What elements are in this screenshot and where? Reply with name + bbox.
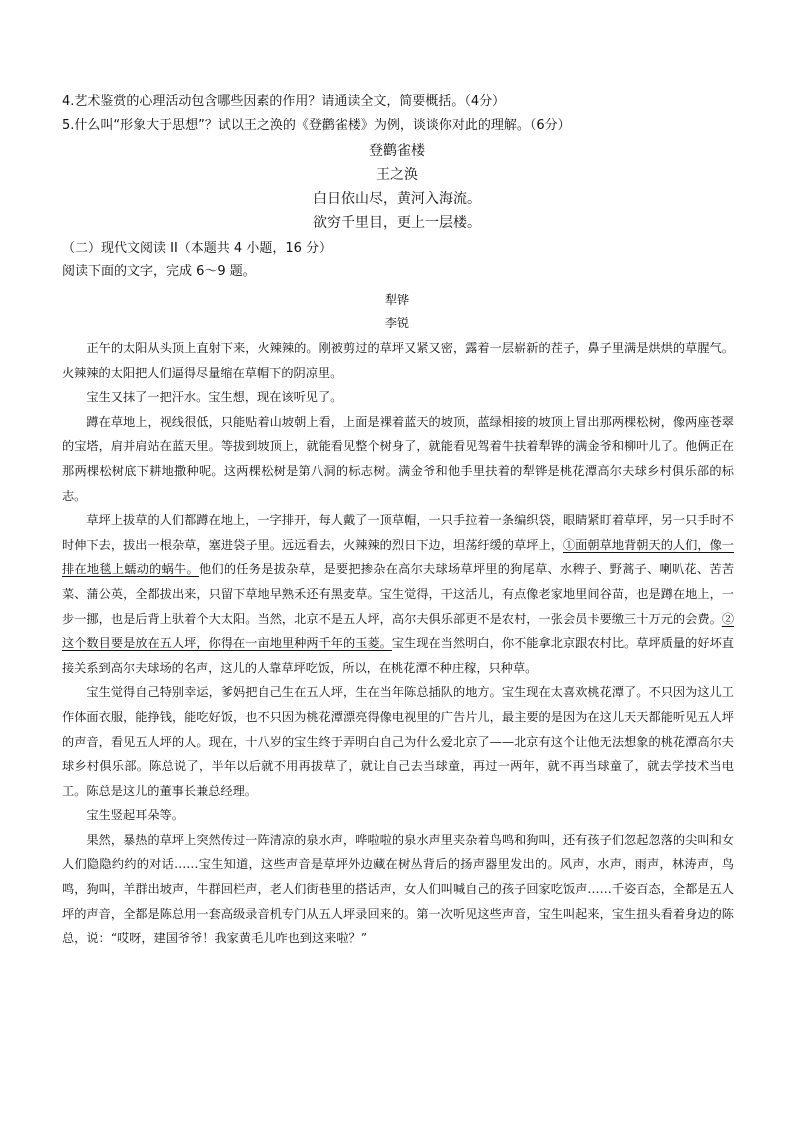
question-5: 5.什么叫“形象大于思想”？试以王之涣的《登鹳雀楼》为例，谈谈你对此的理解。（6分）	[62, 118, 571, 133]
poem-line-1: 白日依山尽，黄河入海流。	[313, 191, 481, 207]
poem-title: 登鹳雀楼	[369, 143, 425, 159]
paragraph-4-part-c: 宝生现在当然明白，你不能拿北京跟农村比。草坪质量的好坏直接关系到高尔夫球场的名声，这儿的人靠草坪吃饭，所以，在桃花潭不种庄稼，只种草。	[62, 636, 734, 675]
underlined-sentence-2: ②这个数目要是放在五人坪，你得在一亩地里种两千年的玉菱。	[62, 611, 734, 651]
section-heading: （二）现代文阅读 II（本题共 4 小题，16 分）	[62, 241, 333, 256]
article-author: 李锐	[384, 316, 409, 330]
paragraph-4-part-a: 草坪上拔草的人们都蹲在地上，一字排开，每人戴了一顶草帽，一只手拉着一条编织袋，眼睛紧盯着草坪，另一只手时不时伸下去，拔出一根杂草，塞进袋子里。远远看去，火辣辣的烈日下边，坦荡纡缓的草坪上，	[62, 513, 734, 552]
paragraph-2: 宝生又抹了一把汗水。宝生想，现在该听见了。	[86, 390, 343, 405]
poem-author: 王之涣	[376, 167, 418, 183]
paragraph-4	[62, 508, 734, 680]
paragraph-3: 蹲在草地上，视线很低，只能贴着山坡朝上看，上面是裸着蓝天的坡顶，蓝绿相接的坡顶上冒出那两棵松树，像两座苍翠的宝塔，肩并肩站在蓝天里。等拔到坡顶上，就能看见整个树身了，就能看见驾着牛扶着犁铧的满金爷和柳叶儿了。他俩正在那两棵松树底下耕地撒种呢。这两棵松树是第八洞的标志树。满金爷和他手里扶着的犁铧是桃花潭高尔夫球乡村俱乐部的标志。	[62, 414, 734, 503]
paragraph-1: 正午的太阳从头顶上直射下来，火辣辣的。刚被剪过的草坪又紧又密，露着一层崭新的茬子，鼻子里满是烘烘的草腥气。火辣辣的太阳把人们逼得尽量缩在草帽下的阴凉里。	[62, 341, 734, 380]
paragraph-5: 宝生觉得自己特别幸运，爹妈把自己生在五人坪，生在当年陈总插队的地方。宝生现在太喜欢桃花潭了。不只因为这儿工作体面衣服，能挣钱，能吃好饭，也不只因为桃花潭漂亮得像电视里的广告片儿，最主要的是因为在这儿天天都能听见五人坪的声音，看见五人坪的人。现在，十八岁的宝生终于弄明白自己为什么爱北京了——北京有这个让他无法想象的桃花潭高尔夫球乡村俱乐部。陈总说了，半年以后就不用再拔草了，就让自己去当球童，再过一两年，就不再当球童了，就去学技术当电工。陈总是这儿的董事长兼总经理。	[62, 685, 734, 798]
question-4: 4.艺术鉴赏的心理活动包含哪些因素的作用？请通读全文，简要概括。（4分）	[62, 94, 506, 109]
paragraph-4-part-b: 他们的任务是拔杂草，是要把掺杂在高尔夫球场草坪里的狗尾草、水稗子、野蒿子、喇叭花、苦苦菜、蒲公英，全都拔出来，只留下草地早熟禾还有黑麦草。宝生觉得，干这活儿，有点像老家地里间谷苗，也是蹲在地上，一步一挪，也是后背上驮着个大太阳。当然，北京不是五人坪，高尔夫俱乐部更不是农村，一张会员卡要缴三十万元的会费。	[62, 562, 735, 626]
paragraph-6: 宝生竖起耳朵等。	[86, 808, 184, 823]
article-body	[62, 336, 734, 951]
section-instruction: 阅读下面的文字，完成 6～9 题。	[62, 264, 256, 279]
article-title: 犁铧	[384, 293, 409, 307]
underlined-sentence-1: ①面朝草地背朝天的人们，像一排在地毯上蠕动的蜗牛。	[62, 537, 734, 577]
paragraph-7: 果然，暴热的草坪上突然传过一阵清凉的泉水声，哗啦啦的泉水声里夹杂着鸟鸣和狗叫，还有孩子们忽起忽落的尖叫和女人们隐隐约约的对话……宝生知道，这些声音是草坪外边藏在树丛背后的扬声器里发出的。风声，水声，雨声，林涛声，鸟鸣，狗叫，羊群出坡声，牛群回栏声，老人们街巷里的搭话声，女人们叫喊自己的孩子回家吃饭声……千姿百态，全都是五人坪的声音，全都是陈总用一套高级录音机专门从五人坪录回来的。第一次听见这些声音，宝生叫起来，宝生扭头看着身边的陈总，说：“哎呀，建国爷爷！我家黄毛儿咋也到这来啦？”	[62, 832, 734, 946]
poem-line-2: 欲穷千里目，更上一层楼。	[313, 215, 481, 231]
